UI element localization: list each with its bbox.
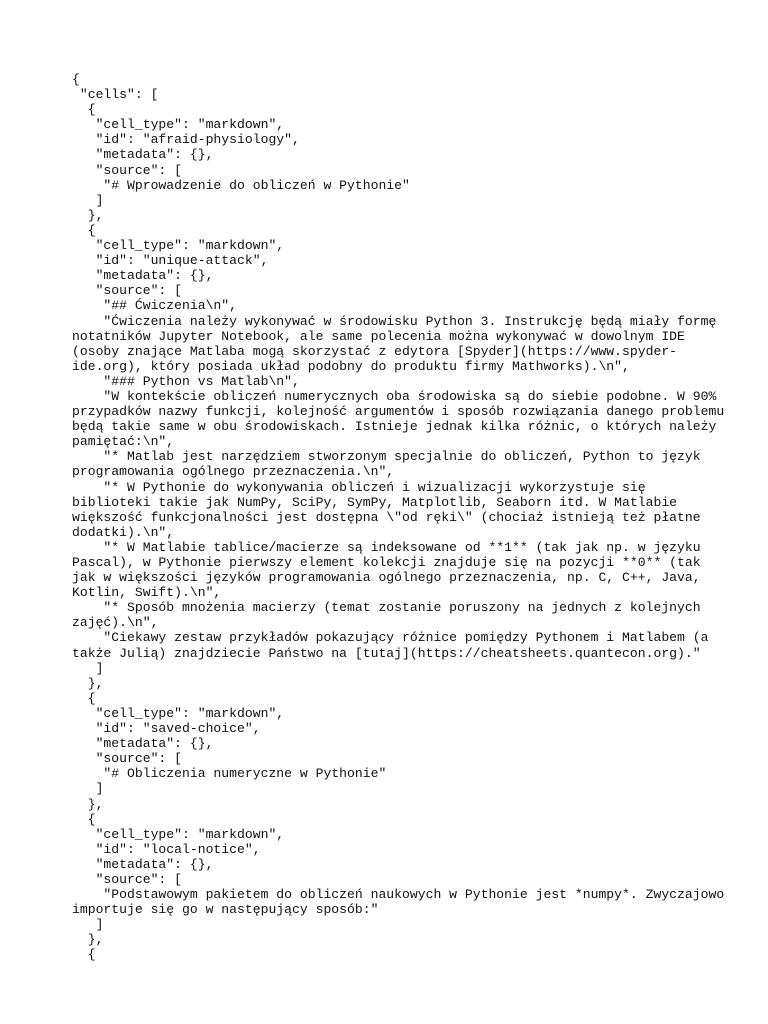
text-line: notatników Jupyter Notebook, ale same polecenia można wykonywać w dowolnym IDE [72, 328, 685, 344]
text-line: "source": [ [72, 162, 183, 178]
text-line: zajęć).\n", [72, 615, 159, 631]
text-line: "source": [ [72, 871, 183, 887]
text-line: dodatki).\n", [72, 524, 175, 540]
text-line: "id": "afraid-physiology", [72, 132, 300, 148]
text-line: "id": "saved-choice", [72, 721, 261, 737]
text-line: "## Ćwiczenia\n", [72, 298, 238, 314]
text-line: "source": [ [72, 751, 183, 767]
text-line: "cell_type": "markdown", [72, 826, 285, 842]
text-line: { [72, 222, 96, 238]
text-line: "### Python vs Matlab\n", [72, 373, 300, 389]
text-line: "cell_type": "markdown", [72, 705, 285, 721]
text-line: jak w większości języków programowania ogólnego przeznaczenia, np. C, C++, Java, [72, 570, 701, 586]
text-line: }, [72, 932, 104, 948]
text-line: także Julią) znajdziecie Państwo na [tutaj](https://cheatsheets.quantecon.org)." [72, 645, 701, 661]
text-line: "cell_type": "markdown", [72, 238, 285, 254]
text-line: "Podstawowym pakietem do obliczeń naukowych w Pythonie jest *numpy*. Zwyczajowo [72, 887, 725, 903]
text-line: Pascal), w Pythonie pierwszy element kolekcji znajduje się na pozycji **0** (tak [72, 555, 701, 570]
text-line: "Ciekawy zestaw przykładów pokazujący różnice pomiędzy Pythonem i Matlabem (a [72, 630, 709, 646]
text-line: "metadata": {}, [72, 736, 214, 752]
text-line: ] [72, 660, 104, 676]
text-line: "metadata": {}, [72, 268, 214, 284]
text-line: "cell_type": "markdown", [72, 117, 285, 133]
text-line: "* W Matlabie tablice/macierze są indeksowane od **1** (tak jak np. w języku [72, 539, 701, 555]
text-line: "metadata": {}, [72, 147, 214, 163]
text-line: }, [72, 796, 104, 812]
text-line: większość funkcjonalności jest dostępna \"od ręki\" (chociaż istnieją też płatne [72, 509, 701, 525]
text-line: importuje się go w następujący sposób:" [72, 902, 379, 918]
text-line: "id": "unique-attack", [72, 253, 269, 269]
text-line: }, [72, 207, 104, 223]
text-line: { [72, 72, 80, 87]
text-line: pamiętać:\n", [72, 434, 175, 450]
text-line: "metadata": {}, [72, 856, 214, 872]
text-line: "cells": [ [72, 87, 159, 103]
text-line: "* W Pythonie do wykonywania obliczeń i wizualizacji wykorzystuje się [72, 479, 646, 495]
text-line: { [72, 947, 96, 963]
text-line: programowania ogólnego przeznaczenia.\n", [72, 464, 395, 480]
text-line: "source": [ [72, 283, 183, 299]
text-line: "W kontekście obliczeń numerycznych oba środowiska są do siebie podobne. W 90% [72, 388, 717, 404]
text-line: { [72, 690, 96, 706]
text-line: "* Matlab jest narzędziem stworzonym specjalnie do obliczeń, Python to język [72, 449, 701, 465]
text-line: ] [72, 781, 104, 797]
text-line: "* Sposób mnożenia macierzy (temat zostanie poruszony na jednych z kolejnych [72, 600, 701, 616]
text-line: ] [72, 192, 104, 208]
text-line: "Ćwiczenia należy wykonywać w środowisku Python 3. Instrukcję będą miały formę [72, 313, 717, 329]
text-line: { [72, 811, 96, 827]
text-line: przypadków nazwy funkcji, kolejność argumentów i sposób rozwiązania danego problemu [72, 404, 725, 420]
text-line: (osoby znające Matlaba mogą skorzystać z edytora [Spyder](https://www.spyder- [72, 343, 678, 359]
text-line: }, [72, 675, 104, 691]
text-line: będą takie same w obu środowiskach. Istnieje jednak kilka różnic, o których należy [72, 419, 717, 435]
text-line: { [72, 102, 96, 118]
text-line: "# Wprowadzenie do obliczeń w Pythonie" [72, 177, 410, 193]
text-line: ] [72, 917, 104, 933]
text-line: Kotlin, Swift).\n", [72, 585, 222, 601]
text-line: "id": "local-notice", [72, 841, 261, 857]
text-line: ide.org), który posiada układ podobny do produktu firmy Mathworks).\n", [72, 358, 630, 374]
text-line: biblioteki takie jak NumPy, SciPy, SymPy, Matplotlib, Seaborn itd. W Matlabie [72, 494, 678, 510]
document-page [72, 72, 725, 963]
text-line: "# Obliczenia numeryczne w Pythonie" [72, 766, 387, 782]
